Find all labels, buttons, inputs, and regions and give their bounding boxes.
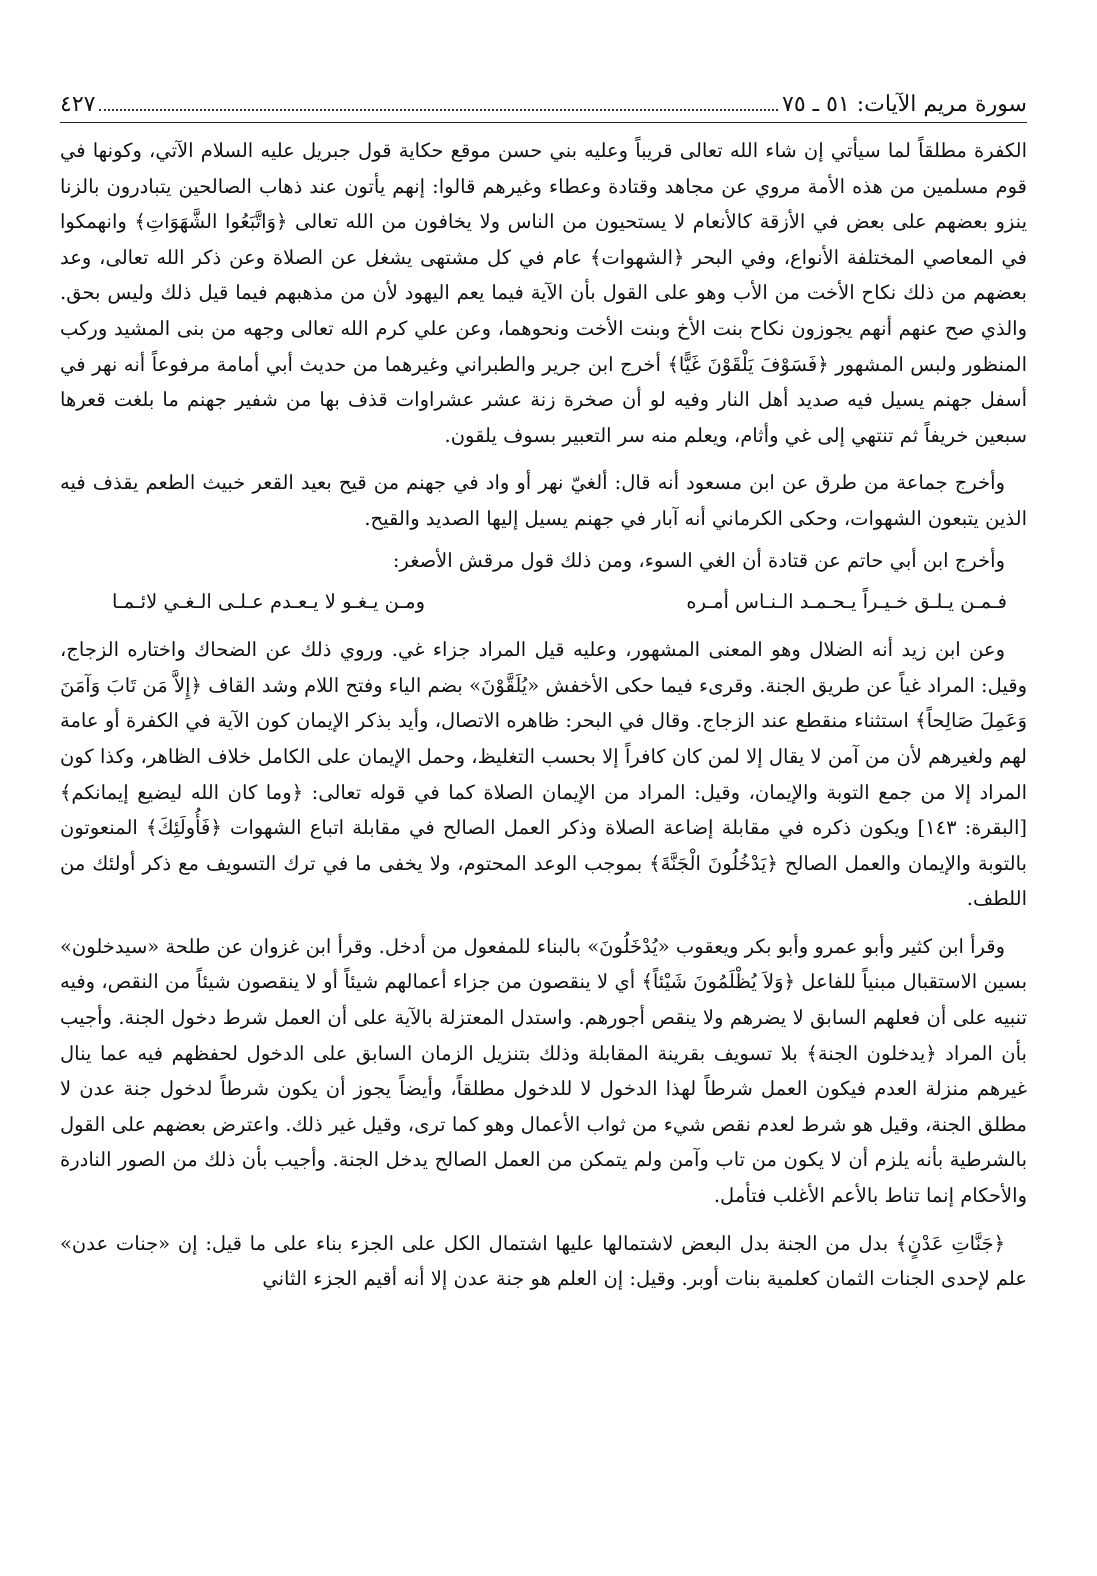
header-title: سورة مريم الآيات: ٥١ ـ ٧٥ [782,92,1027,117]
page-number: ٤٢٧ [60,92,96,117]
verse-first-hemistich: فـمـن يـلـق خـيـراً يـحـمـد الـنـاس أمـره [686,590,1007,614]
header-dot-leader [99,109,778,111]
running-header [60,92,1027,123]
paragraph: وقرأ ابن كثير وأبو عمرو وأبو بكر ويعقوب «يُدْخَلُونَ» بالبناء للمفعول من أدخل. وقرأ ابن غزوان عن طلحة «سيدخلون» بسين الاستقبال مبنياً للفاعل ﴿وَلاَ يُظْلَمُونَ شَيْئاً﴾ أي لا ينقصون من جزاء أعمالهم شيئاً أو لا ينقصون شيئاً من النقص، وفيه تنبيه على أن فعلهم السابق لا يضرهم ولا ينقص أجورهم. واستدل المعتزلة بالآية على أن العمل شرط دخول الجنة. وأجيب بأن المراد ﴿يدخلون الجنة﴾ بلا تسويف بقرينة المقابلة وذلك بتنزيل الزمان السابق على الدخول لحفظهم فيه عما ينال غيرهم منزلة العدم فيكون العمل شرطاً لهذا الدخول لا للدخول مطلقاً، وأيضاً يجوز أن يكون شرطاً لدخول جنة عدن لا مطلق الجنة، وقيل هو شرط لعدم نقص شيء من ثواب الأعمال وهو كما ترى، وقيل غير ذلك. واعترض بعضهم على القول بالشرطية بأنه يلزم أن لا يكون من تاب وآمن ولم يتمكن من العمل الصالح يدخل الجنة. وأجيب بأن ذلك من الصور النادرة والأحكام إنما تناط بالأعم الأغلب فتأمل. [60,934,1027,1208]
paragraph: ﴿جَنَّاتِ عَدْنٍ﴾ بدل من الجنة بدل البعض لاشتمالها عليها اشتمال الكل على الجزء بناء على ما قيل: إن «جنات عدن» علم لإحدى الجنات الثمان كعلمية بنات أوبر. وقيل: إن العلم هو جنة عدن إلا أنه أقيم الجزء الثاني [60,1231,1027,1291]
paragraph: الكفرة مطلقاً لما سيأتي إن شاء الله تعالى قريباً وعليه بني حسن موقع حكاية قول جبريل عليه السلام الآتي، وكونها في قوم مسلمين من هذه الأمة مروي عن مجاهد وقتادة وعطاء وغيرهم قالوا: إنهم يأتون عند ذهاب الصالحين يتبادرون بالزنا ينزو بعضهم على بعض في الأزقة كالأنعام لا يستحيون من الناس ولا يخافون من الله تعالى ﴿وَاتَّبَعُوا الشَّهَوَاتِ﴾ وانهمكوا في المعاصي المختلفة الأنواع، وفي البحر ﴿الشهوات﴾ عام في كل مشتهى يشغل عن الصلاة وعن ذكر الله تعالى، وعد بعضهم من ذلك نكاح الأخت من الأب وهو على القول بأن الآية فيما يعم اليهود لأن من مذهبهم فيما قيل ذلك وليس بحق. والذي صح عنهم أنهم يجوزون نكاح بنت الأخ وبنت الأخت ونحوهما، وعن علي كرم الله تعالى وجهه من بنى المشيد وركب المنظور ولبس المشهور ﴿فَسَوْفَ يَلْقَوْنَ غَيًّا﴾ أخرج ابن جرير والطبراني وغيرهما من حديث أبي أمامة مرفوعاً أنه نهر في أسفل جهنم يسيل فيه صديد أهل النار وفيه لو أن صخرة زنة عشر عشراوات قذف بها من شفير جهنم ما بلغت قعرها سبعين خريفاً ثم تنتهي إلى غي وأثام، ويعلم منه سر التعبير بسوف يلقون. [60,139,1027,447]
paragraph: وعن ابن زيد أنه الضلال وهو المعنى المشهور، وعليه قيل المراد جزاء غي. وروي ذلك عن الضحاك واختاره الزجاج، وقيل: المراد غياً عن طريق الجنة. وقرىء فيما حكى الأخفش «يُلَقَّوْنَ» بضم الياء وفتح اللام وشد القاف ﴿إِلاَّ مَن تَابَ وَآمَنَ وَعَمِلَ صَالِحاً﴾ استثناء منقطع عند الزجاج. وقال في البحر: ظاهره الاتصال، وأيد بذكر الإيمان كون الآية في الكفرة أو عامة لهم ولغيرهم لأن من آمن لا يقال إلا لمن كان كافراً إلا بحسب التغليظ، وحمل الإيمان على الكامل خلاف الظاهر، وكذا كون المراد إلا من جمع التوبة والإيمان، وقيل: المراد من الإيمان الصلاة كما في قوله تعالى: ﴿وما كان الله ليضيع إيمانكم﴾ [البقرة: ١٤٣] ويكون ذكره في مقابلة إضاعة الصلاة وذكر العمل الصالح في مقابلة اتباع الشهوات ﴿فَأُولَئِكَ﴾ المنعوتون بالتوبة والإيمان والعمل الصالح ﴿يَدْخُلُونَ الْجَنَّةَ﴾ بموجب الوعد المحتوم، ولا يخفى ما في ترك التسويف مع ذكر أولئك من اللطف. [60,638,1028,911]
page [60,92,1027,1309]
verse-second-hemistich: ومـن يـغـو لا يـعـدم عـلـى الـغـي لائـمـا [112,590,426,614]
paragraph: وأخرج جماعة من طرق عن ابن مسعود أنه قال: ألغيّ نهر أو واد في جهنم من قيح بعيد القعر خبيث الطعم يقذف فيه الذين يتبعون الشهوات، وحكى الكرماني أنه آبار في جهنم يسيل إليها الصديد والقيح. [60,471,1027,530]
paragraph: وأخرج ابن أبي حاتم عن قتادة أن الغي السوء، ومن ذلك قول مرقش الأصغر: [392,548,1005,572]
poetry-verse [60,584,1027,620]
